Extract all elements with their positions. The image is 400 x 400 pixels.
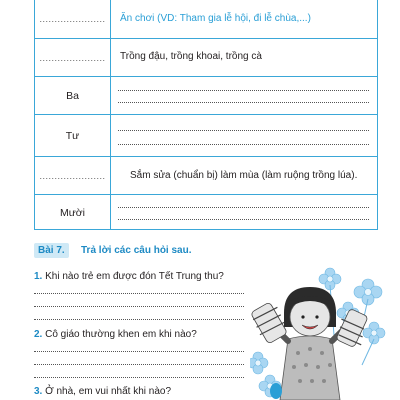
activity-text: Ăn chơi (VD: Tham gia lễ hội, đi lễ chùa,...) [120, 13, 311, 24]
month-label: Mười [60, 206, 85, 219]
activity-text: Sắm sửa (chuẩn bị) làm mùa (làm ruộng trồng lúa). [130, 170, 358, 181]
question-2 [34, 329, 197, 340]
months-activities-table [34, 0, 378, 230]
answer-line[interactable] [34, 376, 244, 378]
table-row [35, 38, 377, 76]
question-number: 2. [34, 329, 43, 340]
answer-line[interactable] [34, 350, 244, 352]
answer-line[interactable] [34, 318, 244, 320]
table-row [35, 0, 377, 38]
question-text: Cô giáo thường khen em khi nào? [45, 329, 197, 340]
table-row [35, 76, 377, 114]
answer-line[interactable] [118, 218, 369, 220]
question-text: Khi nào trẻ em được đón Tết Trung thu? [45, 271, 224, 282]
question-number: 1. [34, 271, 43, 282]
answer-line[interactable] [118, 129, 369, 131]
answer-line[interactable] [118, 101, 369, 103]
answer-line[interactable] [118, 143, 369, 145]
question-1 [34, 271, 224, 282]
flower-icon [250, 352, 268, 374]
answer-line[interactable] [34, 292, 244, 294]
month-blank[interactable]: ...................... [39, 170, 106, 181]
answer-line[interactable] [118, 89, 369, 91]
month-blank[interactable]: ...................... [39, 52, 106, 63]
question-3 [34, 386, 171, 397]
month-label: Ba [66, 89, 79, 102]
table-row [35, 194, 377, 230]
answer-line[interactable] [118, 206, 369, 208]
activity-text: Trồng đậu, trồng khoai, trồng cà [120, 51, 262, 62]
answer-line[interactable] [34, 363, 244, 365]
question-text: Ở nhà, em vui nhất khi nào? [45, 386, 171, 397]
month-label: Tư [65, 129, 80, 142]
girl-with-flowers-illustration [250, 265, 390, 400]
exercise-badge: Bài 7. [34, 243, 69, 258]
question-number: 3. [34, 386, 43, 397]
exercise-title: Trả lời các câu hỏi sau. [81, 245, 192, 256]
flower-icon [363, 322, 385, 344]
answer-line[interactable] [34, 305, 244, 307]
table-row [35, 156, 377, 194]
table-row [35, 114, 377, 156]
month-blank[interactable]: ...................... [39, 14, 106, 24]
